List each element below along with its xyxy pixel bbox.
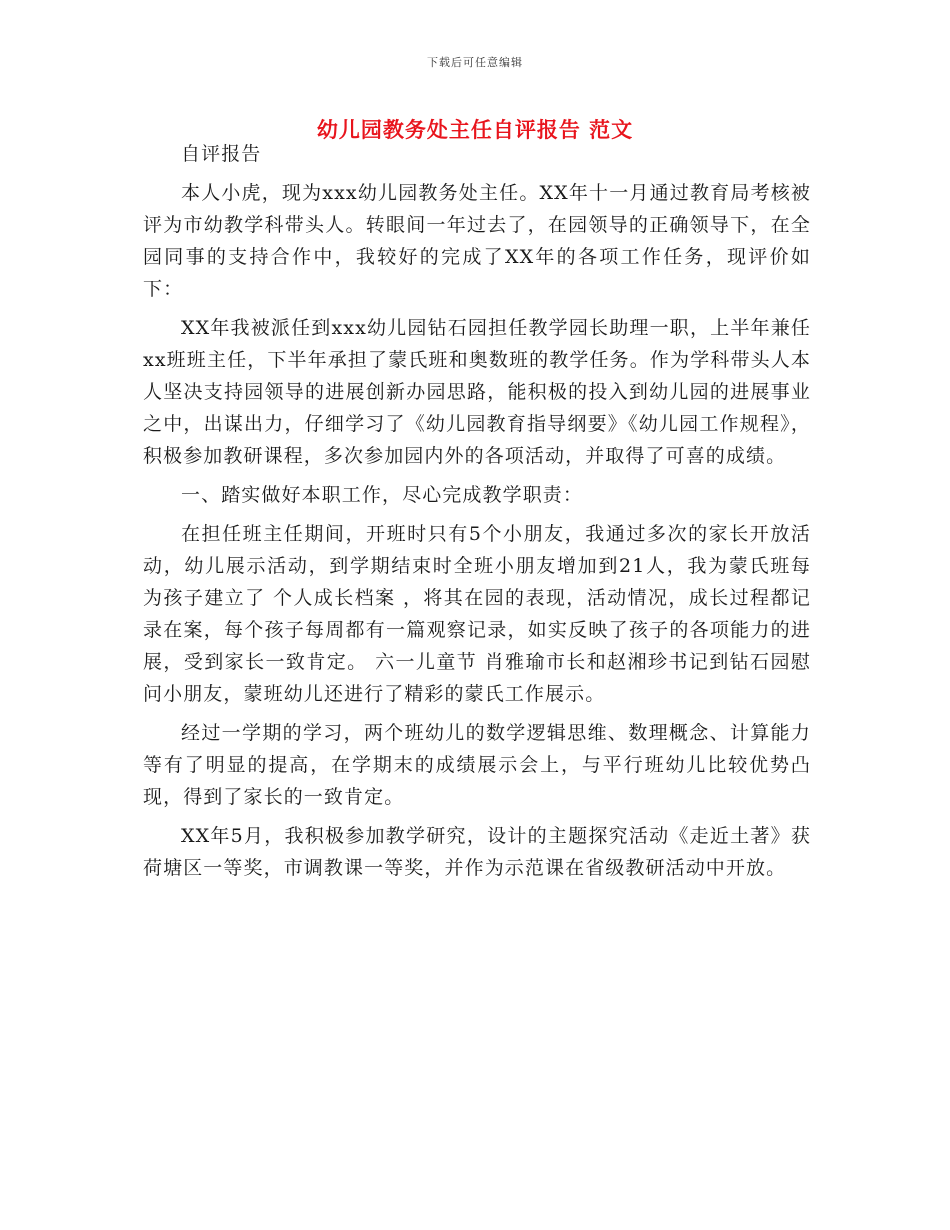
paragraph: 本人小虎，现为xxx幼儿园教务处主任。XX年十一月通过教育局考核被评为市幼教学科带头人。转眼间一年过去了，在园领导的正确领导下，在全园同事的支持合作中，我较好的完成了XX年的各项工作任务，现评价如下： xyxy=(143,182,811,300)
document-body xyxy=(143,138,811,884)
document-title: 幼儿园教务处主任自评报告 范文 xyxy=(316,117,634,142)
section-heading: 一、踏实做好本职工作，尽心完成教学职责： xyxy=(181,484,584,506)
paragraph: 在担任班主任期间，开班时只有5个小朋友，我通过多次的家长开放活动，幼儿展示活动，到学期结束时全班小朋友增加到21人，我为蒙氏班每为孩子建立了 个人成长档案 ，将其在园的表现，活动情况，成长过程都记录在案，每个孩子每周都有一篇观察记录，如实反映了孩子的各项能力的进展，受到家长一致肯定。 六一儿童节 肖雅瑜市长和赵湘珍书记到钻石园慰问小朋友，蒙班幼儿还进行了精彩的蒙氏工作展示。 xyxy=(143,523,811,705)
header-note: 下载后可任意编辑 xyxy=(427,56,523,69)
paragraph: 经过一学期的学习，两个班幼儿的数学逻辑思维、数理概念、计算能力等有了明显的提高，在学期末的成绩展示会上，与平行班幼儿比较优势凸现，得到了家长的一致肯定。 xyxy=(143,722,811,808)
paragraph: XX年我被派任到xxx幼儿园钻石园担任教学园长助理一职，上半年兼任xx班班主任，下半年承担了蒙氏班和奥数班的教学任务。作为学科带头人本人坚决支持园领导的进展创新办园思路，能积极的投入到幼儿园的进展事业之中，出谋出力，仔细学习了《幼儿园教育指导纲要》《幼儿园工作规程》，积极参加教研课程，多次参加园内外的各项活动，并取得了可喜的成绩。 xyxy=(143,317,811,467)
subtitle: 自评报告 xyxy=(181,143,262,165)
paragraph: XX年5月，我积极参加教学研究，设计的主题探究活动《走近土著》获荷塘区一等奖，市调教课一等奖，并作为示范课在省级教研活动中开放。 xyxy=(143,825,811,879)
